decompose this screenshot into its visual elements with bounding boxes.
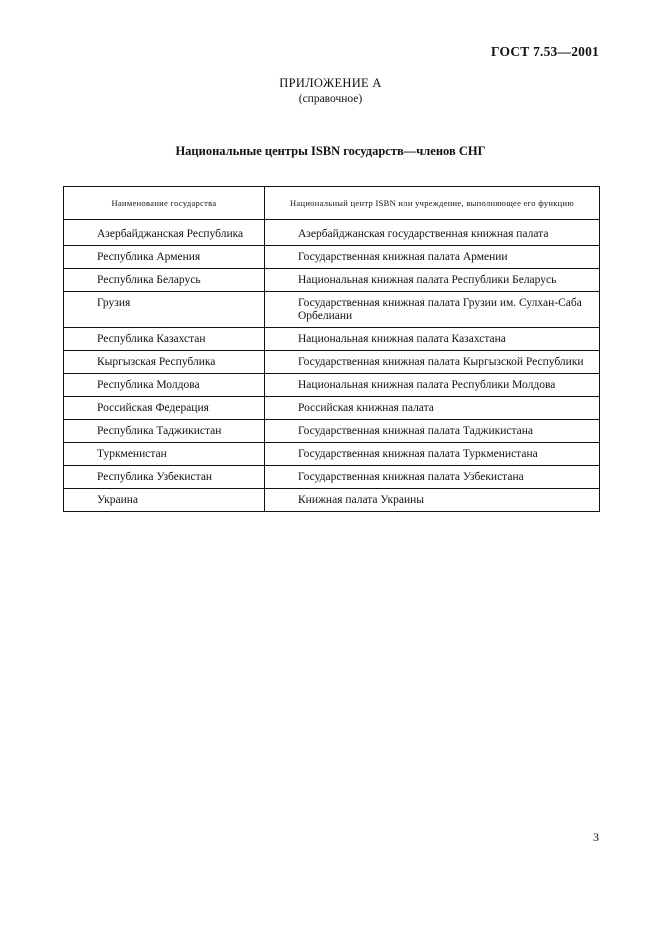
table-row xyxy=(64,328,600,351)
isbn-center-cell: Национальная книжная палата Республики Беларусь xyxy=(265,269,600,292)
page-number: 3 xyxy=(593,830,599,844)
isbn-center-cell: Государственная книжная палата Армении xyxy=(265,246,600,269)
state-name-cell: Российская Федерация xyxy=(64,397,265,420)
isbn-center-cell: Национальная книжная палата Казахстана xyxy=(265,328,600,351)
isbn-center-cell: Государственная книжная палата Кыргызской Республики xyxy=(265,351,600,374)
isbn-center-cell: Национальная книжная палата Республики Молдова xyxy=(265,374,600,397)
table-body xyxy=(64,220,600,512)
table-row xyxy=(64,443,600,466)
state-name-cell: Республика Армения xyxy=(64,246,265,269)
isbn-centers-table-wrapper xyxy=(63,186,599,512)
state-name-cell: Грузия xyxy=(64,292,265,328)
state-name-cell: Украина xyxy=(64,489,265,512)
state-name-cell: Республика Молдова xyxy=(64,374,265,397)
table-row xyxy=(64,420,600,443)
isbn-centers-table xyxy=(63,186,600,512)
isbn-center-cell: Российская книжная палата xyxy=(265,397,600,420)
table-header-row xyxy=(64,187,600,220)
column-header-center: Национальный центр ISBN или учреждение, выполняющее его функцию xyxy=(265,187,600,220)
state-name-cell: Кыргызская Республика xyxy=(64,351,265,374)
state-name-cell: Республика Таджикистан xyxy=(64,420,265,443)
state-name-cell: Туркменистан xyxy=(64,443,265,466)
column-header-state: Наименование государства xyxy=(64,187,265,220)
isbn-center-cell: Государственная книжная палата Туркменистана xyxy=(265,443,600,466)
table-row xyxy=(64,489,600,512)
table-row xyxy=(64,466,600,489)
table-row xyxy=(64,351,600,374)
state-name-cell: Республика Казахстан xyxy=(64,328,265,351)
table-row xyxy=(64,220,600,246)
appendix-title: ПРИЛОЖЕНИЕ А xyxy=(279,76,382,90)
state-name-cell: Республика Беларусь xyxy=(64,269,265,292)
table-row xyxy=(64,397,600,420)
table-row xyxy=(64,374,600,397)
table-row xyxy=(64,246,600,269)
state-name-cell: Азербайджанская Республика xyxy=(64,220,265,246)
isbn-center-cell: Государственная книжная палата Грузии им. Сулхан-Саба Орбелиани xyxy=(265,292,600,328)
table-title: Национальные центры ISBN государств—членов СНГ xyxy=(175,144,486,158)
isbn-center-cell: Государственная книжная палата Таджикистана xyxy=(265,420,600,443)
appendix-subtitle: (справочное) xyxy=(298,93,363,105)
table-row xyxy=(64,269,600,292)
document-code: ГОСТ 7.53—2001 xyxy=(491,44,599,59)
state-name-cell: Республика Узбекистан xyxy=(64,466,265,489)
isbn-center-cell: Государственная книжная палата Узбекистана xyxy=(265,466,600,489)
isbn-center-cell: Книжная палата Украины xyxy=(265,489,600,512)
isbn-center-cell: Азербайджанская государственная книжная палата xyxy=(265,220,600,246)
table-row xyxy=(64,292,600,328)
